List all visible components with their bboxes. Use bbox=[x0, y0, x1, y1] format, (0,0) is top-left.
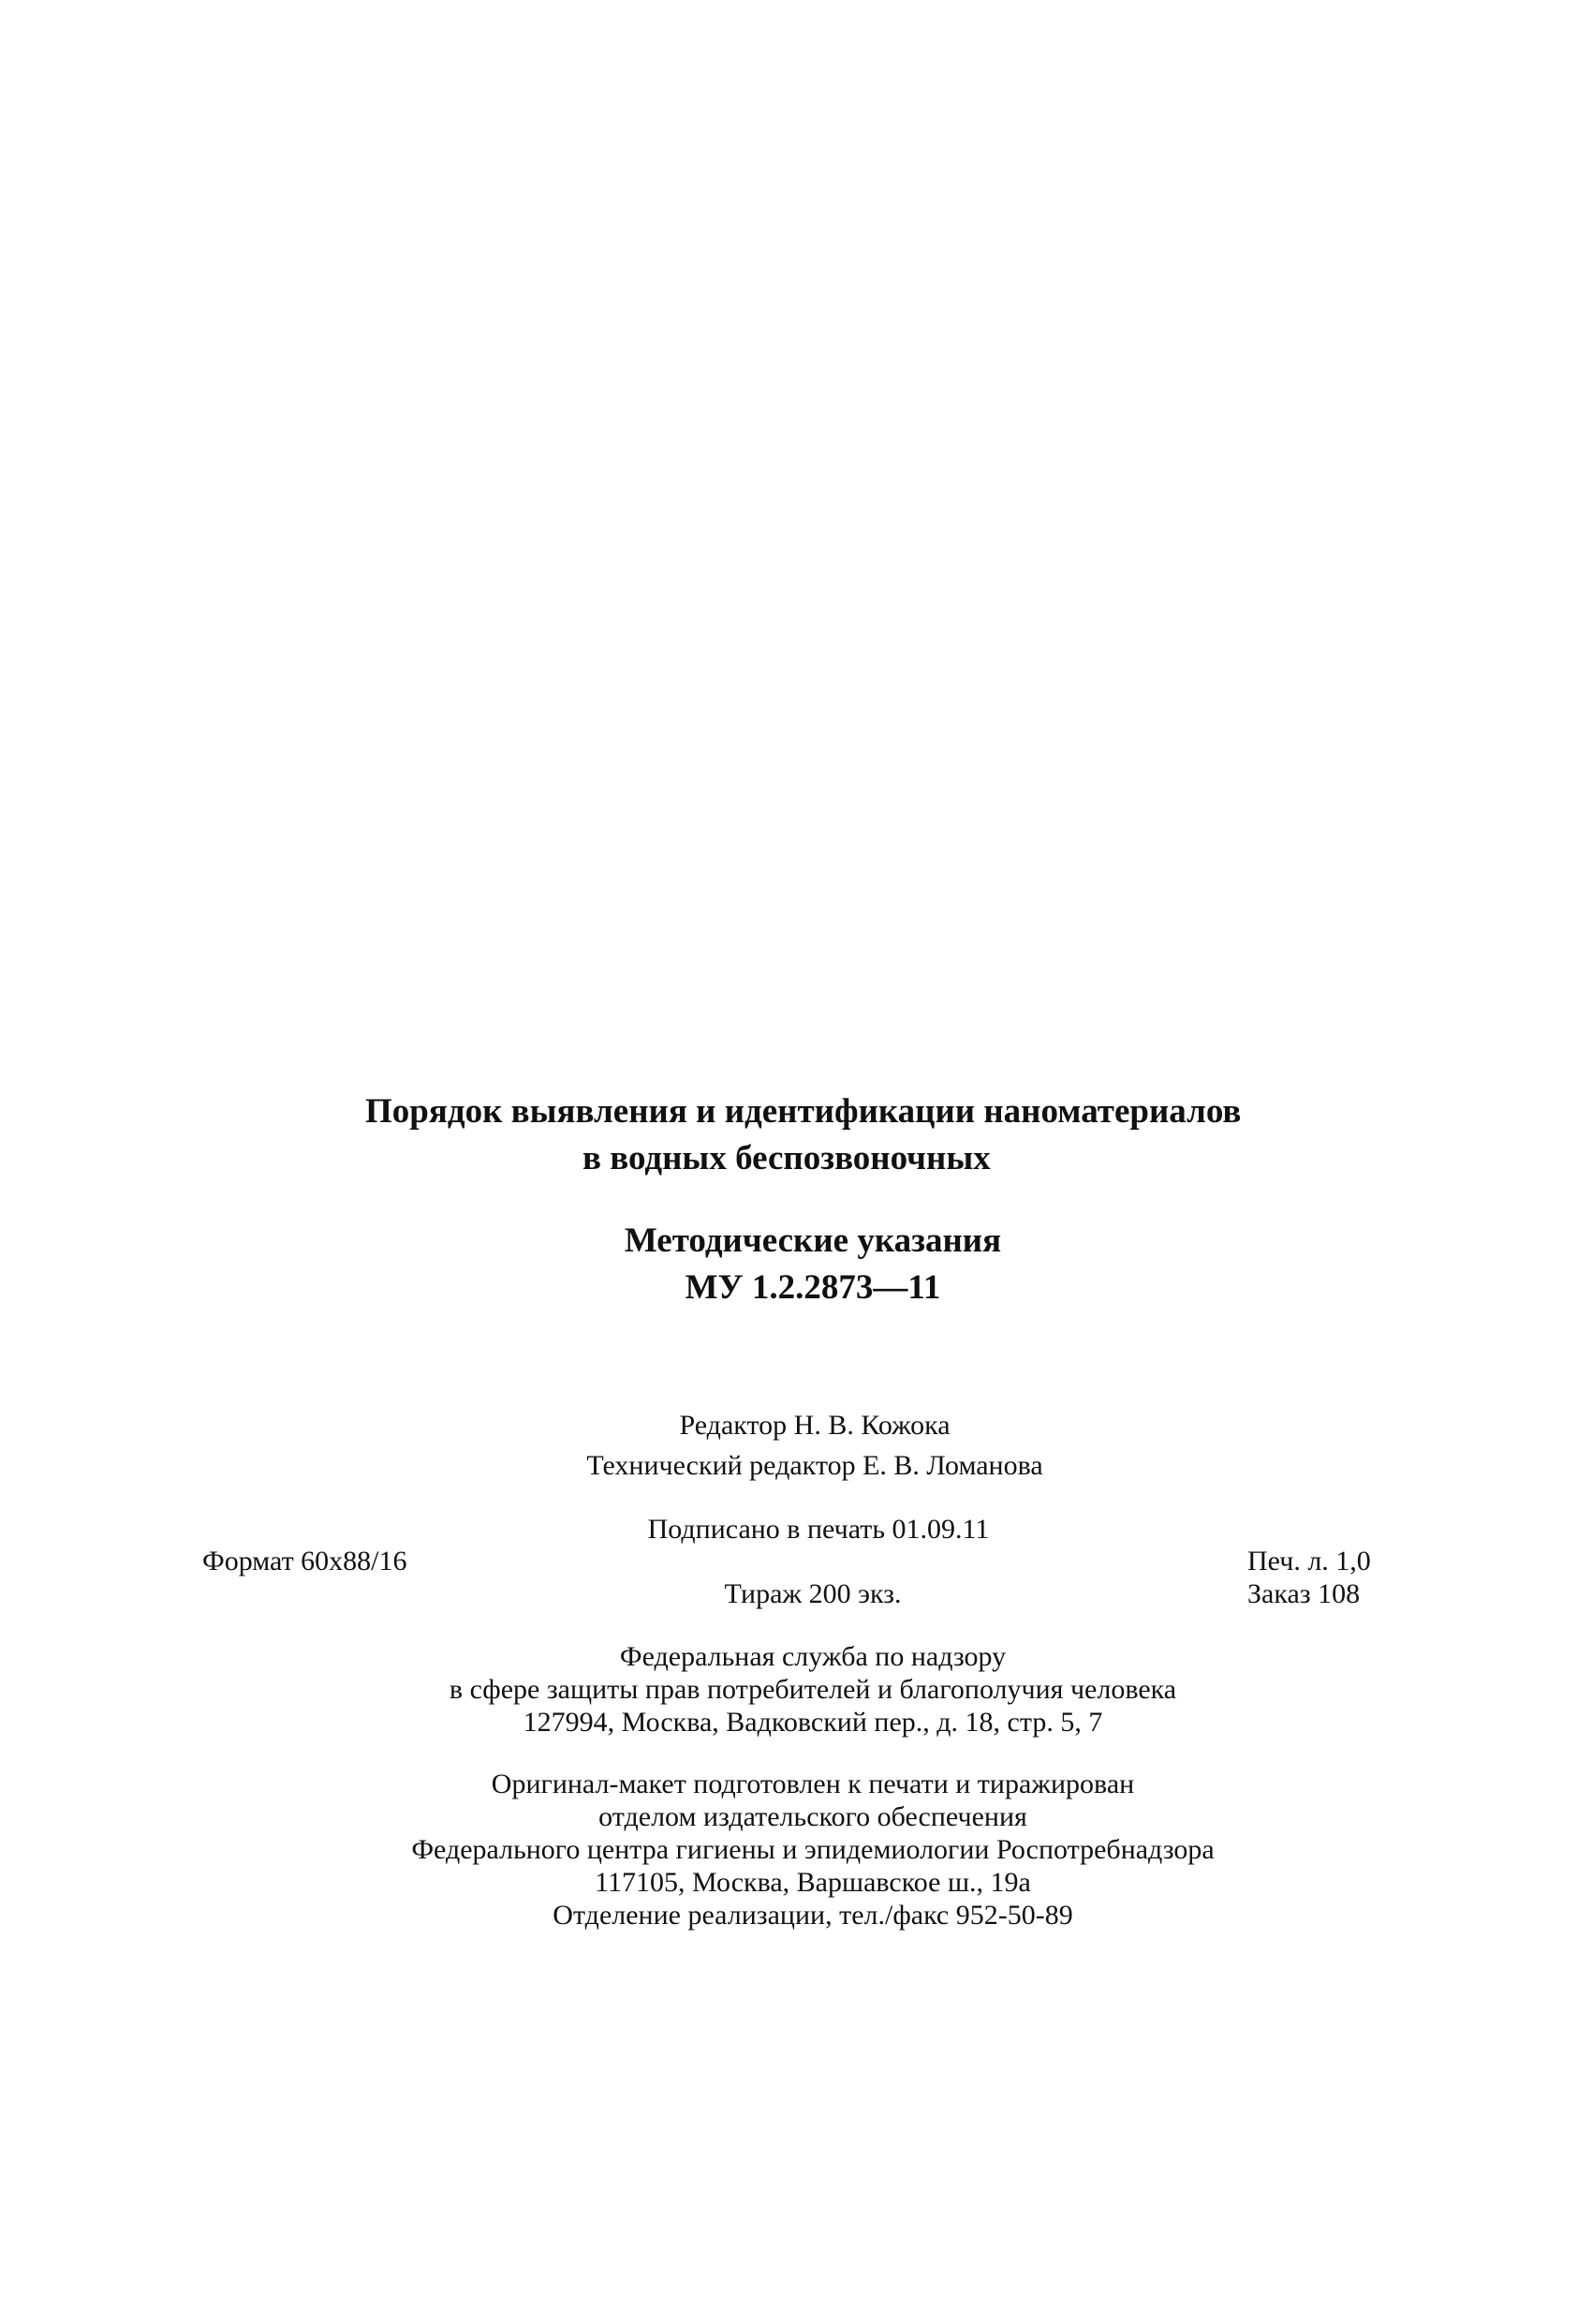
order-number: Заказ 108 bbox=[1247, 1578, 1361, 1609]
tech-editor-credit: Технический редактор Е. В. Ломанова bbox=[586, 1450, 1043, 1481]
printer-address: 117105, Москва, Варшавское ш., 19а bbox=[595, 1867, 1031, 1898]
signed-to-print: Подписано в печать 01.09.11 bbox=[647, 1514, 990, 1545]
editor-credit: Редактор Н. В. Кожока bbox=[679, 1410, 951, 1441]
document-type: Методические указания bbox=[624, 1221, 1002, 1260]
printed-sheets: Печ. л. 1,0 bbox=[1247, 1546, 1371, 1576]
document-code: МУ 1.2.2873—11 bbox=[685, 1268, 941, 1307]
publisher-line-1: Федеральная служба по надзору bbox=[619, 1641, 1007, 1672]
publisher-address: 127994, Москва, Вадковский пер., д. 18, стр. 5, 7 bbox=[523, 1707, 1103, 1738]
print-run: Тираж 200 экз. bbox=[724, 1578, 902, 1609]
sales-department-phone: Отделение реализации, тел./факс 952-50-89 bbox=[553, 1900, 1073, 1931]
printer-line-3: Федерального центра гигиены и эпидемиологии Роспотребнадзора bbox=[411, 1834, 1215, 1865]
document-title-line-1: Порядок выявления и идентификации наноматериалов bbox=[365, 1092, 1242, 1131]
printer-line-1: Оригинал-макет подготовлен к печати и тиражирован bbox=[491, 1769, 1135, 1799]
document-title-line-2: в водных беспозвоночных bbox=[582, 1139, 991, 1177]
publisher-line-2: в сфере защиты прав потребителей и благополучия человека bbox=[449, 1674, 1177, 1705]
paper-format: Формат 60x88/16 bbox=[202, 1546, 407, 1576]
printer-line-2: отделом издательского обеспечения bbox=[598, 1801, 1027, 1832]
